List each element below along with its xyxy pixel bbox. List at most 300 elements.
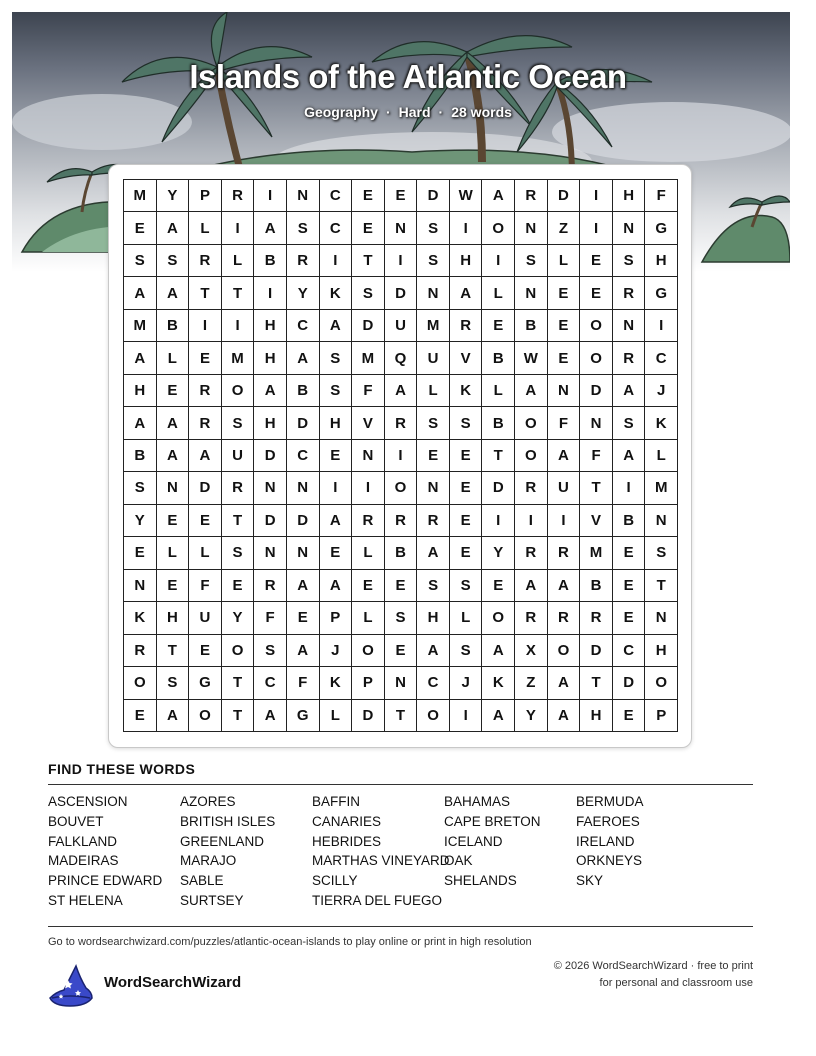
grid-cell[interactable]: L xyxy=(482,375,515,407)
grid-cell[interactable]: S xyxy=(417,245,450,277)
grid-cell[interactable]: O xyxy=(580,310,613,342)
grid-cell[interactable]: L xyxy=(189,212,222,244)
grid-cell[interactable]: S xyxy=(124,472,157,504)
grid-cell[interactable]: X xyxy=(515,635,548,667)
grid-cell[interactable]: B xyxy=(124,440,157,472)
grid-cell[interactable]: A xyxy=(254,700,287,732)
grid-cell[interactable]: I xyxy=(222,310,255,342)
grid-cell[interactable]: E xyxy=(450,472,483,504)
grid-cell[interactable]: H xyxy=(157,602,190,634)
grid-cell[interactable]: R xyxy=(515,180,548,212)
grid-cell[interactable]: T xyxy=(189,277,222,309)
grid-cell[interactable]: G xyxy=(645,277,678,309)
grid-cell[interactable]: B xyxy=(482,342,515,374)
grid-cell[interactable]: D xyxy=(287,505,320,537)
grid-cell[interactable]: S xyxy=(157,245,190,277)
grid-cell[interactable]: Y xyxy=(124,505,157,537)
grid-cell[interactable]: C xyxy=(417,667,450,699)
grid-cell[interactable]: R xyxy=(548,602,581,634)
grid-cell[interactable]: R xyxy=(189,245,222,277)
grid-cell[interactable]: E xyxy=(580,277,613,309)
grid-cell[interactable]: E xyxy=(287,602,320,634)
grid-cell[interactable]: A xyxy=(385,375,418,407)
grid-cell[interactable]: R xyxy=(580,602,613,634)
grid-cell[interactable]: D xyxy=(580,375,613,407)
grid-cell[interactable]: F xyxy=(189,570,222,602)
grid-cell[interactable]: E xyxy=(124,700,157,732)
grid-cell[interactable]: F xyxy=(645,180,678,212)
grid-cell[interactable]: L xyxy=(157,342,190,374)
grid-cell[interactable]: H xyxy=(320,407,353,439)
grid-cell[interactable]: E xyxy=(189,635,222,667)
grid-cell[interactable]: T xyxy=(352,245,385,277)
grid-cell[interactable]: E xyxy=(320,537,353,569)
grid-cell[interactable]: M xyxy=(417,310,450,342)
grid-cell[interactable]: N xyxy=(613,310,646,342)
grid-cell[interactable]: J xyxy=(320,635,353,667)
grid-cell[interactable]: B xyxy=(515,310,548,342)
grid-cell[interactable]: K xyxy=(482,667,515,699)
grid-cell[interactable]: S xyxy=(320,375,353,407)
grid-cell[interactable]: E xyxy=(450,505,483,537)
grid-cell[interactable]: A xyxy=(515,570,548,602)
grid-cell[interactable]: A xyxy=(157,700,190,732)
grid-cell[interactable]: N xyxy=(287,180,320,212)
grid-cell[interactable]: R xyxy=(222,180,255,212)
grid-cell[interactable]: T xyxy=(645,570,678,602)
grid-cell[interactable]: K xyxy=(450,375,483,407)
grid-cell[interactable]: C xyxy=(320,212,353,244)
grid-cell[interactable]: S xyxy=(613,407,646,439)
grid-cell[interactable]: Z xyxy=(515,667,548,699)
grid-cell[interactable]: O xyxy=(482,602,515,634)
grid-cell[interactable]: P xyxy=(352,667,385,699)
grid-cell[interactable]: M xyxy=(124,180,157,212)
grid-cell[interactable]: E xyxy=(450,440,483,472)
grid-cell[interactable]: D xyxy=(352,700,385,732)
grid-cell[interactable]: N xyxy=(385,667,418,699)
grid-cell[interactable]: A xyxy=(515,375,548,407)
grid-cell[interactable]: I xyxy=(580,212,613,244)
grid-cell[interactable]: K xyxy=(124,602,157,634)
grid-cell[interactable]: A xyxy=(548,570,581,602)
grid-cell[interactable]: S xyxy=(417,407,450,439)
grid-cell[interactable]: A xyxy=(157,212,190,244)
grid-cell[interactable]: M xyxy=(645,472,678,504)
grid-cell[interactable]: U xyxy=(189,602,222,634)
grid-cell[interactable]: B xyxy=(157,310,190,342)
grid-cell[interactable]: T xyxy=(157,635,190,667)
grid-cell[interactable]: N xyxy=(352,440,385,472)
grid-cell[interactable]: A xyxy=(548,667,581,699)
grid-cell[interactable]: I xyxy=(450,700,483,732)
grid-cell[interactable]: I xyxy=(482,245,515,277)
grid-cell[interactable]: T xyxy=(222,700,255,732)
grid-cell[interactable]: E xyxy=(124,212,157,244)
grid-cell[interactable]: E xyxy=(482,570,515,602)
grid-cell[interactable]: K xyxy=(320,667,353,699)
grid-cell[interactable]: S xyxy=(417,212,450,244)
grid-cell[interactable]: L xyxy=(645,440,678,472)
grid-cell[interactable]: A xyxy=(482,180,515,212)
grid-cell[interactable]: A xyxy=(320,570,353,602)
grid-cell[interactable]: N xyxy=(287,472,320,504)
grid-cell[interactable]: N xyxy=(287,537,320,569)
grid-cell[interactable]: L xyxy=(352,602,385,634)
grid-cell[interactable]: W xyxy=(450,180,483,212)
grid-cell[interactable]: A xyxy=(124,407,157,439)
grid-cell[interactable]: A xyxy=(482,700,515,732)
grid-cell[interactable]: E xyxy=(157,570,190,602)
grid-cell[interactable]: Y xyxy=(222,602,255,634)
grid-cell[interactable]: M xyxy=(222,342,255,374)
grid-cell[interactable]: N xyxy=(385,212,418,244)
grid-cell[interactable]: N xyxy=(417,277,450,309)
grid-cell[interactable]: Y xyxy=(515,700,548,732)
grid-cell[interactable]: E xyxy=(613,700,646,732)
grid-cell[interactable]: E xyxy=(157,505,190,537)
grid-cell[interactable]: D xyxy=(417,180,450,212)
grid-cell[interactable]: A xyxy=(613,440,646,472)
grid-cell[interactable]: R xyxy=(254,570,287,602)
grid-cell[interactable]: R xyxy=(222,472,255,504)
grid-cell[interactable]: I xyxy=(385,440,418,472)
brand-name[interactable]: WordSearchWizard xyxy=(104,974,242,991)
word-list-item: SCILLY xyxy=(312,873,358,889)
grid-cell[interactable]: P xyxy=(189,180,222,212)
grid-cell[interactable]: N xyxy=(515,212,548,244)
grid-cell[interactable]: E xyxy=(385,635,418,667)
grid-cell[interactable]: R xyxy=(189,407,222,439)
grid-cell[interactable]: B xyxy=(482,407,515,439)
grid-cell[interactable]: A xyxy=(254,375,287,407)
grid-cell[interactable]: E xyxy=(320,440,353,472)
grid-cell[interactable]: G xyxy=(645,212,678,244)
grid-cell[interactable]: S xyxy=(450,570,483,602)
grid-cell[interactable]: U xyxy=(548,472,581,504)
grid-cell[interactable]: D xyxy=(254,440,287,472)
grid-cell[interactable]: E xyxy=(548,310,581,342)
grid-cell[interactable]: M xyxy=(124,310,157,342)
grid-cell[interactable]: J xyxy=(645,375,678,407)
grid-cell[interactable]: E xyxy=(157,375,190,407)
grid-cell[interactable]: A xyxy=(287,635,320,667)
grid-cell[interactable]: E xyxy=(352,570,385,602)
grid-cell[interactable]: B xyxy=(254,245,287,277)
grid-cell[interactable]: T xyxy=(222,667,255,699)
grid-cell[interactable]: C xyxy=(254,667,287,699)
grid-cell[interactable]: E xyxy=(548,342,581,374)
grid-cell[interactable]: S xyxy=(450,635,483,667)
grid-cell[interactable]: N xyxy=(645,505,678,537)
grid-cell[interactable]: H xyxy=(254,407,287,439)
grid-cell[interactable]: A xyxy=(320,505,353,537)
grid-cell[interactable]: K xyxy=(645,407,678,439)
grid-cell[interactable]: H xyxy=(254,310,287,342)
grid-cell[interactable]: C xyxy=(645,342,678,374)
grid-cell[interactable]: R xyxy=(613,342,646,374)
word-list-item: GREENLAND xyxy=(180,833,265,849)
grid-cell[interactable]: N xyxy=(124,570,157,602)
grid-cell[interactable]: A xyxy=(482,635,515,667)
grid-cell[interactable]: C xyxy=(287,440,320,472)
grid-cell[interactable]: I xyxy=(613,472,646,504)
grid-cell[interactable]: R xyxy=(613,277,646,309)
grid-cell[interactable]: N xyxy=(254,537,287,569)
grid-cell[interactable]: B xyxy=(580,570,613,602)
grid-cell[interactable]: R xyxy=(385,505,418,537)
grid-cell[interactable]: E xyxy=(417,440,450,472)
grid-cell[interactable]: R xyxy=(515,602,548,634)
grid-cell[interactable]: O xyxy=(515,440,548,472)
grid-cell[interactable]: E xyxy=(352,180,385,212)
grid-cell[interactable]: K xyxy=(320,277,353,309)
grid-cell[interactable]: A xyxy=(613,375,646,407)
grid-cell[interactable]: R xyxy=(515,537,548,569)
grid-cell[interactable]: S xyxy=(417,570,450,602)
grid-cell[interactable]: L xyxy=(320,700,353,732)
grid-cell[interactable]: I xyxy=(320,245,353,277)
grid-cell[interactable]: A xyxy=(548,700,581,732)
grid-cell[interactable]: D xyxy=(352,310,385,342)
grid-cell[interactable]: H xyxy=(254,342,287,374)
grid-cell[interactable]: I xyxy=(352,472,385,504)
grid-cell[interactable]: R xyxy=(352,505,385,537)
grid-cell[interactable]: O xyxy=(189,700,222,732)
grid-cell[interactable]: O xyxy=(222,635,255,667)
grid-cell[interactable]: I xyxy=(222,212,255,244)
grid-cell[interactable]: U xyxy=(222,440,255,472)
word-list-item: SKY xyxy=(576,873,604,889)
grid-cell[interactable]: D xyxy=(580,635,613,667)
grid-cell[interactable]: Z xyxy=(548,212,581,244)
grid-cell[interactable]: A xyxy=(189,440,222,472)
grid-cell[interactable]: U xyxy=(385,310,418,342)
grid-cell[interactable]: S xyxy=(450,407,483,439)
grid-cell[interactable]: G xyxy=(287,700,320,732)
grid-cell[interactable]: I xyxy=(548,505,581,537)
grid-cell[interactable]: O xyxy=(222,375,255,407)
grid-cell[interactable]: R xyxy=(189,375,222,407)
grid-cell[interactable]: B xyxy=(287,375,320,407)
grid-cell[interactable]: L xyxy=(222,245,255,277)
grid-cell[interactable]: N xyxy=(417,472,450,504)
grid-cell[interactable]: N xyxy=(515,277,548,309)
grid-cell[interactable]: I xyxy=(254,277,287,309)
grid-cell[interactable]: N xyxy=(548,375,581,407)
grid-cell[interactable]: A xyxy=(254,212,287,244)
grid-cell[interactable]: E xyxy=(613,537,646,569)
grid-cell[interactable]: C xyxy=(320,180,353,212)
grid-cell[interactable]: F xyxy=(580,440,613,472)
grid-cell[interactable]: E xyxy=(450,537,483,569)
word-list-item: CANARIES xyxy=(312,813,382,829)
grid-cell[interactable]: U xyxy=(417,342,450,374)
letter-grid[interactable] xyxy=(123,179,678,732)
grid-cell[interactable]: I xyxy=(254,180,287,212)
grid-cell[interactable]: C xyxy=(613,635,646,667)
grid-cell[interactable]: D xyxy=(189,472,222,504)
grid-cell[interactable]: E xyxy=(548,277,581,309)
grid-cell[interactable]: D xyxy=(254,505,287,537)
grid-cell[interactable]: A xyxy=(417,537,450,569)
grid-cell[interactable]: R xyxy=(450,310,483,342)
grid-cell[interactable]: H xyxy=(580,700,613,732)
grid-cell[interactable]: D xyxy=(385,277,418,309)
grid-cell[interactable]: S xyxy=(515,245,548,277)
grid-cell[interactable]: I xyxy=(482,505,515,537)
grid-cell[interactable]: O xyxy=(645,667,678,699)
grid-cell[interactable]: D xyxy=(548,180,581,212)
grid-cell[interactable]: I xyxy=(580,180,613,212)
grid-cell[interactable]: L xyxy=(548,245,581,277)
grid-cell[interactable]: R xyxy=(124,635,157,667)
grid-cell[interactable]: A xyxy=(157,407,190,439)
grid-cell[interactable]: I xyxy=(515,505,548,537)
grid-cell[interactable]: V xyxy=(352,407,385,439)
footer-url-text[interactable]: Go to wordsearchwizard.com/puzzles/atlantic-ocean-islands to play online or print in high resolution xyxy=(48,936,532,948)
grid-cell[interactable]: R xyxy=(548,537,581,569)
grid-cell[interactable]: G xyxy=(189,667,222,699)
grid-cell[interactable]: S xyxy=(157,667,190,699)
grid-cell[interactable]: E xyxy=(613,602,646,634)
grid-cell[interactable]: M xyxy=(580,537,613,569)
grid-cell[interactable]: R xyxy=(417,505,450,537)
grid-cell[interactable]: V xyxy=(580,505,613,537)
grid-cell[interactable]: H xyxy=(417,602,450,634)
grid-cell[interactable]: S xyxy=(254,635,287,667)
grid-cell[interactable]: O xyxy=(352,635,385,667)
grid-cell[interactable]: I xyxy=(450,212,483,244)
word-list-item: IRELAND xyxy=(576,833,635,849)
grid-cell[interactable]: E xyxy=(580,245,613,277)
grid-cell[interactable]: E xyxy=(352,212,385,244)
grid-cell[interactable]: A xyxy=(450,277,483,309)
grid-cell[interactable]: E xyxy=(189,342,222,374)
grid-cell[interactable]: T xyxy=(385,700,418,732)
grid-cell[interactable]: F xyxy=(254,602,287,634)
grid-cell[interactable]: E xyxy=(613,570,646,602)
grid-cell[interactable]: O xyxy=(482,212,515,244)
grid-cell[interactable]: S xyxy=(222,407,255,439)
grid-cell[interactable]: N xyxy=(580,407,613,439)
grid-cell[interactable]: E xyxy=(222,570,255,602)
grid-cell[interactable]: I xyxy=(645,310,678,342)
grid-cell[interactable]: A xyxy=(287,570,320,602)
grid-cell[interactable]: E xyxy=(385,180,418,212)
grid-cell[interactable]: S xyxy=(124,245,157,277)
grid-cell[interactable]: H xyxy=(645,245,678,277)
grid-cell[interactable]: E xyxy=(189,505,222,537)
grid-cell[interactable]: H xyxy=(645,635,678,667)
grid-cell[interactable]: J xyxy=(450,667,483,699)
grid-cell[interactable]: H xyxy=(613,180,646,212)
grid-cell[interactable]: R xyxy=(385,407,418,439)
grid-cell[interactable]: B xyxy=(385,537,418,569)
grid-cell[interactable]: N xyxy=(157,472,190,504)
grid-cell[interactable]: I xyxy=(320,472,353,504)
grid-cell[interactable]: S xyxy=(352,277,385,309)
grid-cell[interactable]: Q xyxy=(385,342,418,374)
grid-cell[interactable]: W xyxy=(515,342,548,374)
grid-cell[interactable]: A xyxy=(157,440,190,472)
grid-cell[interactable]: A xyxy=(417,635,450,667)
word-count-label: 28 words xyxy=(451,104,512,120)
grid-cell[interactable]: L xyxy=(157,537,190,569)
grid-cell[interactable]: D xyxy=(287,407,320,439)
grid-cell[interactable]: B xyxy=(613,505,646,537)
grid-cell[interactable]: M xyxy=(352,342,385,374)
grid-cell[interactable]: E xyxy=(385,570,418,602)
grid-cell[interactable]: N xyxy=(645,602,678,634)
grid-cell[interactable]: H xyxy=(124,375,157,407)
grid-cell[interactable]: S xyxy=(385,602,418,634)
grid-cell[interactable]: A xyxy=(124,277,157,309)
grid-cell[interactable]: T xyxy=(482,440,515,472)
grid-cell[interactable]: T xyxy=(222,505,255,537)
grid-cell[interactable]: Y xyxy=(157,180,190,212)
grid-cell[interactable]: O xyxy=(548,635,581,667)
grid-cell[interactable]: F xyxy=(287,667,320,699)
grid-cell[interactable]: L xyxy=(450,602,483,634)
grid-cell[interactable]: T xyxy=(222,277,255,309)
grid-cell[interactable]: D xyxy=(482,472,515,504)
grid-cell[interactable]: N xyxy=(254,472,287,504)
grid-cell[interactable]: Y xyxy=(482,537,515,569)
grid-cell[interactable]: S xyxy=(222,537,255,569)
grid-cell[interactable]: O xyxy=(417,700,450,732)
grid-cell[interactable]: T xyxy=(580,667,613,699)
grid-cell[interactable]: S xyxy=(287,212,320,244)
grid-cell[interactable]: S xyxy=(320,342,353,374)
grid-cell[interactable]: O xyxy=(580,342,613,374)
grid-cell[interactable]: O xyxy=(124,667,157,699)
grid-cell[interactable]: L xyxy=(482,277,515,309)
grid-cell[interactable]: P xyxy=(320,602,353,634)
grid-cell[interactable]: C xyxy=(287,310,320,342)
grid-cell[interactable]: L xyxy=(189,537,222,569)
grid-cell[interactable]: L xyxy=(417,375,450,407)
grid-cell[interactable]: O xyxy=(385,472,418,504)
grid-cell[interactable]: A xyxy=(548,440,581,472)
grid-cell[interactable]: F xyxy=(352,375,385,407)
grid-cell[interactable]: A xyxy=(320,310,353,342)
grid-cell[interactable]: S xyxy=(613,245,646,277)
grid-cell[interactable]: N xyxy=(613,212,646,244)
grid-cell[interactable]: D xyxy=(613,667,646,699)
word-list-item: HEBRIDES xyxy=(312,833,382,849)
grid-cell[interactable]: V xyxy=(450,342,483,374)
grid-cell[interactable]: S xyxy=(645,537,678,569)
grid-cell[interactable]: A xyxy=(157,277,190,309)
grid-cell[interactable]: A xyxy=(287,342,320,374)
grid-cell[interactable]: H xyxy=(450,245,483,277)
grid-cell[interactable]: A xyxy=(124,342,157,374)
grid-cell[interactable]: E xyxy=(482,310,515,342)
grid-cell[interactable]: L xyxy=(352,537,385,569)
grid-cell[interactable]: I xyxy=(385,245,418,277)
grid-cell[interactable]: F xyxy=(548,407,581,439)
grid-cell[interactable]: Y xyxy=(287,277,320,309)
grid-cell[interactable]: P xyxy=(645,700,678,732)
grid-cell[interactable]: R xyxy=(287,245,320,277)
grid-cell[interactable]: T xyxy=(580,472,613,504)
grid-cell[interactable]: E xyxy=(124,537,157,569)
word-list-item: BRITISH ISLES xyxy=(180,813,276,829)
grid-cell[interactable]: O xyxy=(515,407,548,439)
grid-cell[interactable]: I xyxy=(189,310,222,342)
grid-cell[interactable]: R xyxy=(515,472,548,504)
